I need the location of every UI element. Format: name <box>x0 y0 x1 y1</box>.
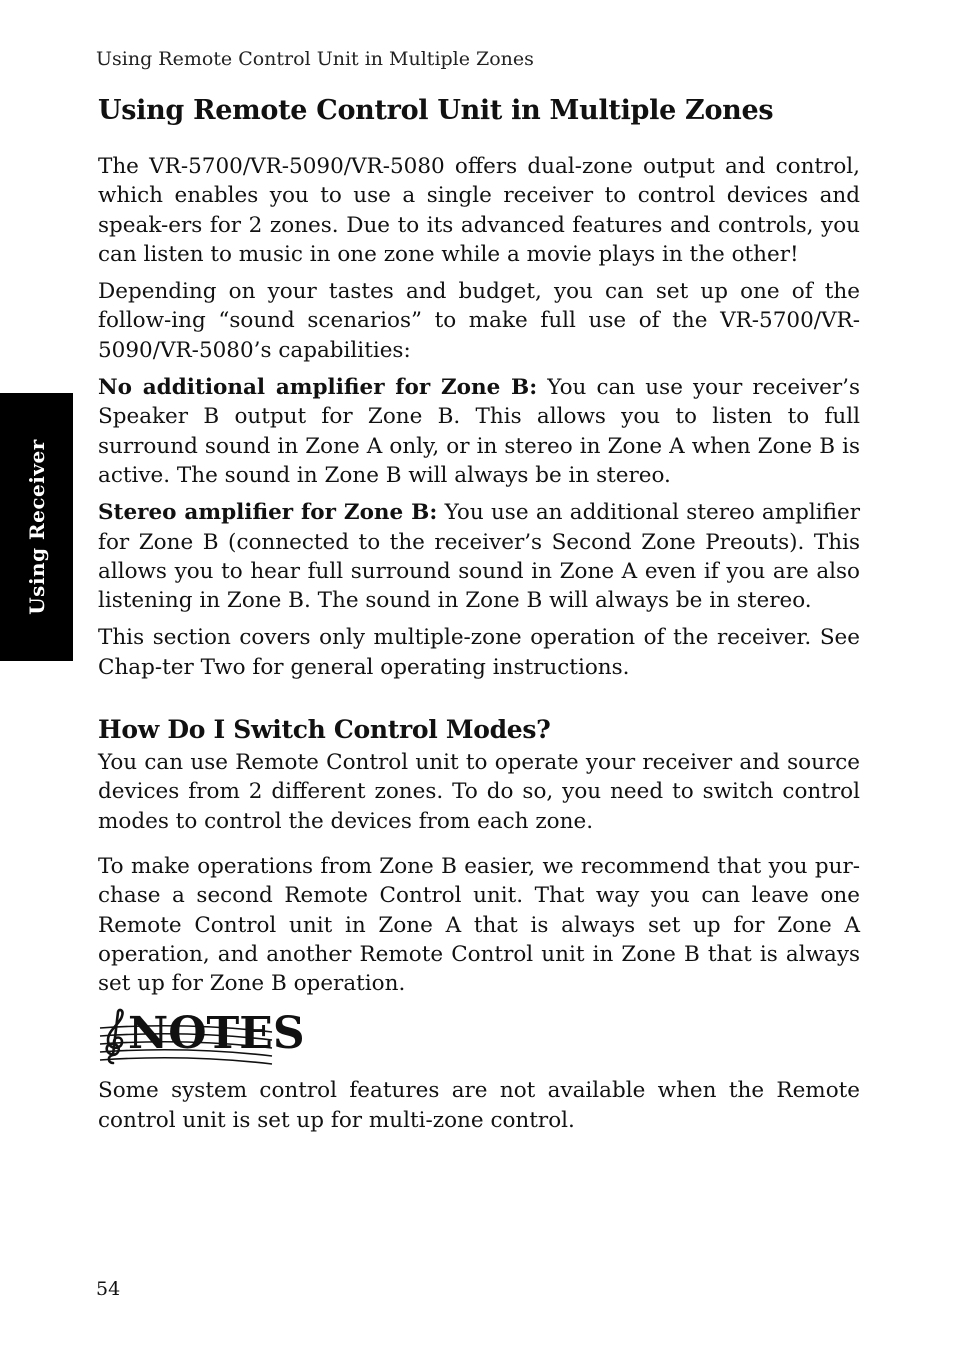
notes-logo-text: NOTES <box>128 1008 305 1060</box>
switch-modes-paragraph: You can use Remote Control unit to operate your receiver and source devices from 2 different zones. To do so, you need to switch control modes to control the devices from each zone. <box>98 750 860 834</box>
notes-logo <box>98 1006 860 1064</box>
scenario-stereo-amplifier-term: Stereo amplifier for Zone B: <box>98 500 438 526</box>
spacer <box>98 690 860 714</box>
section-title-multiple-zones: Using Remote Control Unit in Multiple Zones <box>98 95 774 126</box>
running-head: Using Remote Control Unit in Multiple Zones <box>96 48 534 70</box>
scenario-no-amplifier-term: No additional amplifier for Zone B: <box>98 375 538 401</box>
scenarios-intro-paragraph: Depending on your tastes and budget, you can set up one of the follow-ing “sound scenarios” to make full use of the VR-5700/VR-5090/VR-5080’s capabilities: <box>98 279 860 363</box>
scenario-no-amplifier <box>98 373 860 490</box>
scenario-no-amplifier-text: You can use your receiver’s Speaker B output for Zone B. This allows you to listen to full surround sound in Zone A only, or in stereo in Zone A when Zone B is active. The sound in Zone B will always be in stereo. <box>98 375 860 488</box>
scenario-stereo-amplifier-text: You use an additional stereo amplifier for Zone B (connected to the receiver’s Second Zone Preouts). This allows you to hear full surround sound in Zone A even if you are also listening in Zone B. The sound in Zone B will always be in stereo. <box>98 500 860 614</box>
scenario-stereo-amplifier <box>98 498 860 615</box>
side-tab-label: Using Receiver <box>24 439 49 615</box>
side-tab <box>0 393 73 661</box>
second-remote-paragraph: To make operations from Zone B easier, we recommend that you pur-chase a second Remote Control unit. That way you can leave one Remote Control unit in Zone A that is always set up for Zone A operation, and another Remote Control unit in Zone B that is always set up for Zone B operation. <box>98 853 860 997</box>
section-title-switch-control-modes: How Do I Switch Control Modes? <box>98 715 551 745</box>
page-number: 54 <box>96 1278 121 1300</box>
page-content <box>98 94 860 1143</box>
intro-paragraph: The VR-5700/VR-5090/VR-5080 offers dual-zone output and control, which enables you to use a single receiver to control devices and speak-ers for 2 zones. Due to its advanced features and controls, you can listen to music in one zone while a movie plays in the other! <box>98 154 860 267</box>
treble-clef-staff-icon <box>98 1006 305 1064</box>
notes-text: Some system control features are not available when the Remote control unit is set up for multi-zone control. <box>98 1078 860 1133</box>
coverage-paragraph: This section covers only multiple-zone operation of the receiver. See Chap-ter Two for general operating instructions. <box>98 625 860 680</box>
